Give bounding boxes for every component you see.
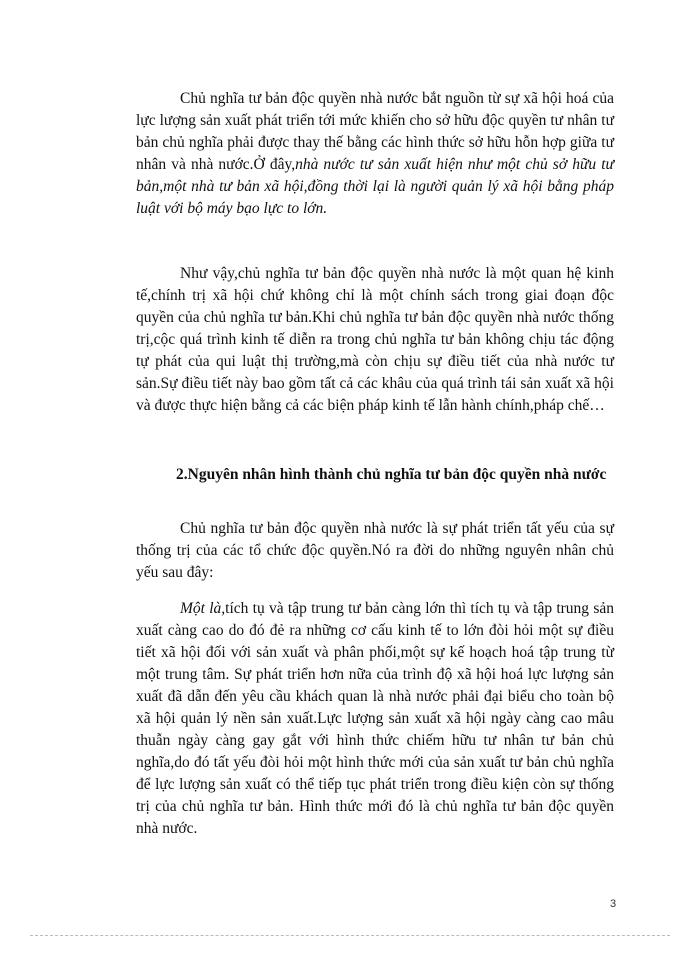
paragraph-4 — [136, 598, 614, 840]
page-bottom-divider — [30, 935, 670, 936]
paragraph-3: Chủ nghĩa tư bản độc quyền nhà nước là sự phát triển tất yếu của sự thống trị của các tổ chức độc quyền.Nó ra đời do những nguyên nhân chủ yếu sau đây: — [136, 520, 614, 581]
paragraph-1-italic: nhà nước tư sản xuất hiện như một chủ sở hữu tư bản,một nhà tư bản xã hội,đồng thời lại là người quản lý xã hội bằng pháp luật với bộ máy bạo lực to lớn. — [136, 156, 615, 217]
paragraph-4-text: tích tụ và tập trung tư bản càng lớn thì tích tụ và tập trung sản xuất càng cao do đó đẻ ra những cơ cấu kinh tế to lớn đòi hỏi một sự điều tiết xã hội đối với sản xuất và phân phối,một sự kế hoạch hoá tập trung từ một trung tâm. Sự phát triển hơn nữa của trình độ xã hội hoá lực lượng sản xuất đã dẫn đến yêu cầu khách quan là nhà nước phải đại biểu cho toàn bộ xã hội quản lý nền sản xuất.Lực lượng sản xuất xã hội ngày càng cao mâu thuẫn ngày càng gay gắt với hình thức chiếm hữu tư nhân tư bản chủ nghĩa,do đó tất yếu đòi hỏi một hình thức mới của sản xuất tư bản chủ nghĩa để lực lượng sản xuất có thể tiếp tục phát triển trong điều kiện còn sự thống trị của chủ nghĩa tư bản. Hình thức mới đó là chủ nghĩa tư bản độc quyền nhà nước. — [136, 600, 614, 837]
section-heading: 2.Nguyên nhân hình thành chủ nghĩa tư bản độc quyền nhà nước — [176, 466, 607, 483]
paragraph-4-italic: Một là, — [180, 600, 226, 617]
paragraph-1 — [136, 88, 614, 220]
paragraph-2: Như vậy,chủ nghĩa tư bản độc quyền nhà nước là một quan hệ kinh tế,chính trị xã hội chứ không chỉ là một chính sách trong giai đoạn độc quyền của chủ nghĩa tư bản.Khi chủ nghĩa tư bản độc quyền nhà nước thống trị,cộc quá trình kinh tế diễn ra trong chủ nghĩa tư bản không chịu tác động tự phát của qui luật thị trường,mà còn chịu sự điều tiết của nhà nước tư sản.Sự điều tiết này bao gồm tất cả các khâu của quá trình tái sản xuất xã hội và được thực hiện bằng cả các biện pháp kinh tế lẫn hành chính,pháp chế… — [136, 265, 614, 414]
paragraph-1-text: Chủ nghĩa tư bản độc quyền nhà nước bắt nguồn từ sự xã hội hoá của lực lượng sản xuất phát triển tới mức khiến cho sở hữu độc quyền tư nhân tư bản chủ nghĩa phải được thay thế bằng các hình thức sở hữu hỗn hợp giữa tư nhân và nhà nước.Ở đây, — [136, 90, 614, 173]
page-number: 3 — [610, 898, 617, 910]
